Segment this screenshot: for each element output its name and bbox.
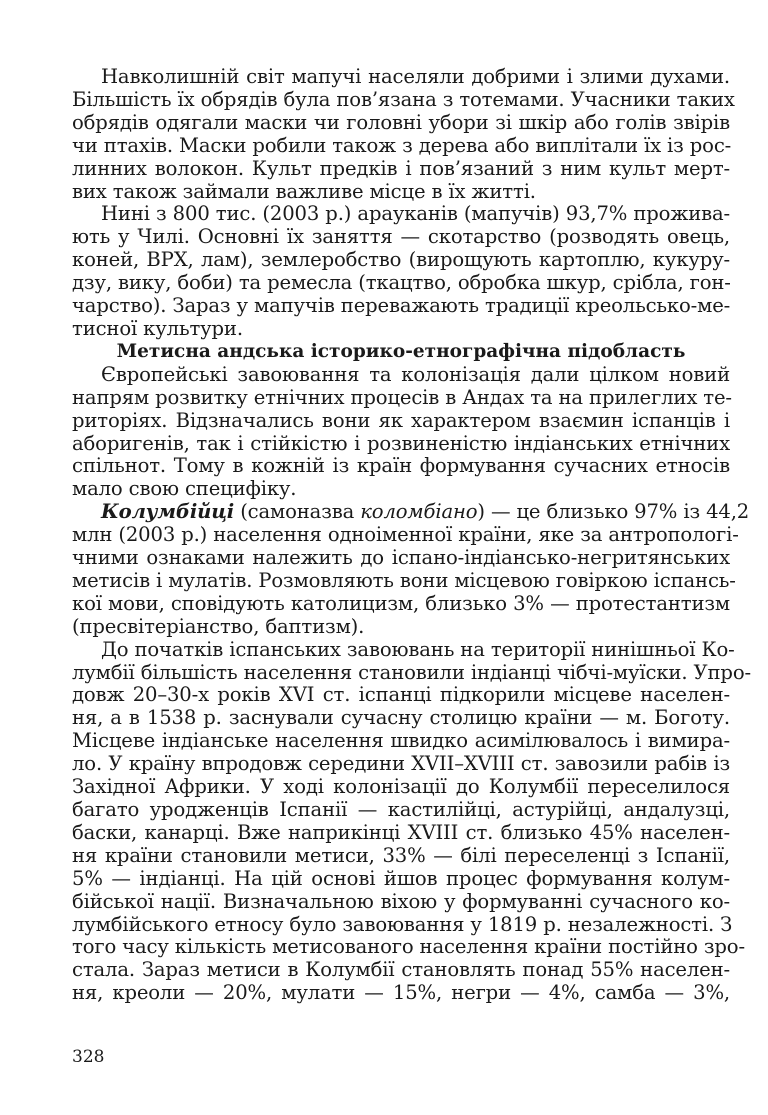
text-line: тисної культури. [72,316,243,340]
text-line: ло. У країну впродовж середини XVII–XVIII ст. завозили рабів із [72,752,730,776]
page-number: 328 [72,1047,105,1067]
text-line: (пресвітеріанство, баптизм). [72,614,365,638]
text-line: мало свою специфіку. [72,477,297,501]
page-content [72,65,751,1005]
paragraph-colombia-history [72,637,751,1006]
text-line: багато уродженців Іспанії — кастилійці, астурійці, андалузці, [72,798,730,821]
section-heading: Метисна андська історико-етнографічна підобласть [116,340,686,362]
text-line: того часу кількість метисованого населення країни постійно зро- [72,935,745,959]
text-line: напрям розвитку етнічних процесів в Андах та на прилеглих те- [72,385,732,409]
text-line: Західної Африки. У ході колонізації до Колумбії переселилося [72,775,730,799]
paragraph-mapuche-population [72,203,730,340]
text-line: лумбії більшість населення становили індіанці чібчі-муїски. Упро- [72,660,751,684]
text-line: млн (2003 р.) населення одноіменної країни, яке за антропологі- [72,523,739,547]
text-line: чи птахів. Маски робили також з дерева або виплітали їх із рос- [72,133,732,157]
text-line: ють у Чилі. Основні їх заняття — скотарство (розводять овець, [72,225,730,249]
text-line: Більшість їх обрядів була пов’язана з тотемами. Учасники таких [72,87,735,111]
text-line: Нині з 800 тис. (2003 р.) арауканів (мапучів) 93,7% прожива- [101,202,730,226]
text-line: баски, канарці. Вже наприкінці XVIII ст. близько 45% населен- [72,820,730,844]
paragraph-colombians [72,500,750,638]
text-fragment: ) — це близько 97% із 44,2 [477,500,750,524]
text-line: аборигенів, так і стійкістю і розвиненістю індіанських етнічних [72,431,730,455]
text-fragment: (самоназва [234,500,361,524]
text-line: Місцеве індіанське населення швидко асимілювалось і вимира- [72,729,730,753]
text-line: обрядів одягали маски чи головні убори зі шкір або голів звірів [72,110,730,134]
text-line: риторіях. Відзначались вони як характером взаємин іспанців і [72,408,730,432]
paragraph-mapuche-beliefs [72,65,735,203]
paragraph-european-conquest [72,364,730,501]
text-line: метисів і мулатів. Розмовляють вони місцевою говіркою іспансь- [72,568,736,592]
text-line: спільнот. Тому в кожній із країн формування сучасних етносів [72,454,730,478]
term-colombians: Колумбійці [101,500,235,524]
text-line: дзу, вику, боби) та ремесла (ткацтво, обробка шкур, срібла, гон- [72,271,731,295]
text-line: лумбійського етносу було завоювання у 1819 р. незалежності. З [72,912,733,936]
text-line: Навколишній світ мапучі населяли добрими і злими духами. [101,65,730,88]
text-line: ня, креоли — 20%, мулати — 15%, негри — 4%, самба — 3%, [72,981,730,1005]
text-line: стала. Зараз метиси в Колумбії становлять понад 55% населен- [72,958,730,982]
self-name-term: коломбіано [360,500,478,524]
text-line: чарство). Зараз у мапучів переважають традиції креольсько-ме- [72,294,731,318]
text-line: кої мови, сповідують католицизм, близько 3% — протестантизм [72,591,730,615]
text-line: До початків іспанських завоювань на території нинішньої Ко- [101,637,735,661]
text-line [72,500,750,524]
text-line: 5% — індіанці. На цій основі йшов процес формування колум- [72,866,730,890]
text-line: вих також займали важливе місце в їх житті. [72,179,536,203]
text-line: довж 20–30-х років XVI ст. іспанці підкорили місцеве населен- [72,683,730,707]
text-line: ня країни становили метиси, 33% — білі переселенці з Іспанії, [72,843,730,867]
text-line: бійської нації. Визначальною віхою у формуванні сучасного ко- [72,889,730,913]
text-line: чними ознаками належить до іспано-індіансько-негритянських [72,546,730,570]
text-line: линних волокон. Культ предків і пов’язаний з ним культ мерт- [72,156,730,180]
text-line: Європейські завоювання та колонізація дали цілком новий [101,362,730,386]
text-line: ня, а в 1538 р. заснували сучасну столицю країни — м. Боготу. [72,706,730,730]
text-line: коней, ВРХ, лам), землеробство (вирощують картоплю, кукуру- [72,248,730,272]
